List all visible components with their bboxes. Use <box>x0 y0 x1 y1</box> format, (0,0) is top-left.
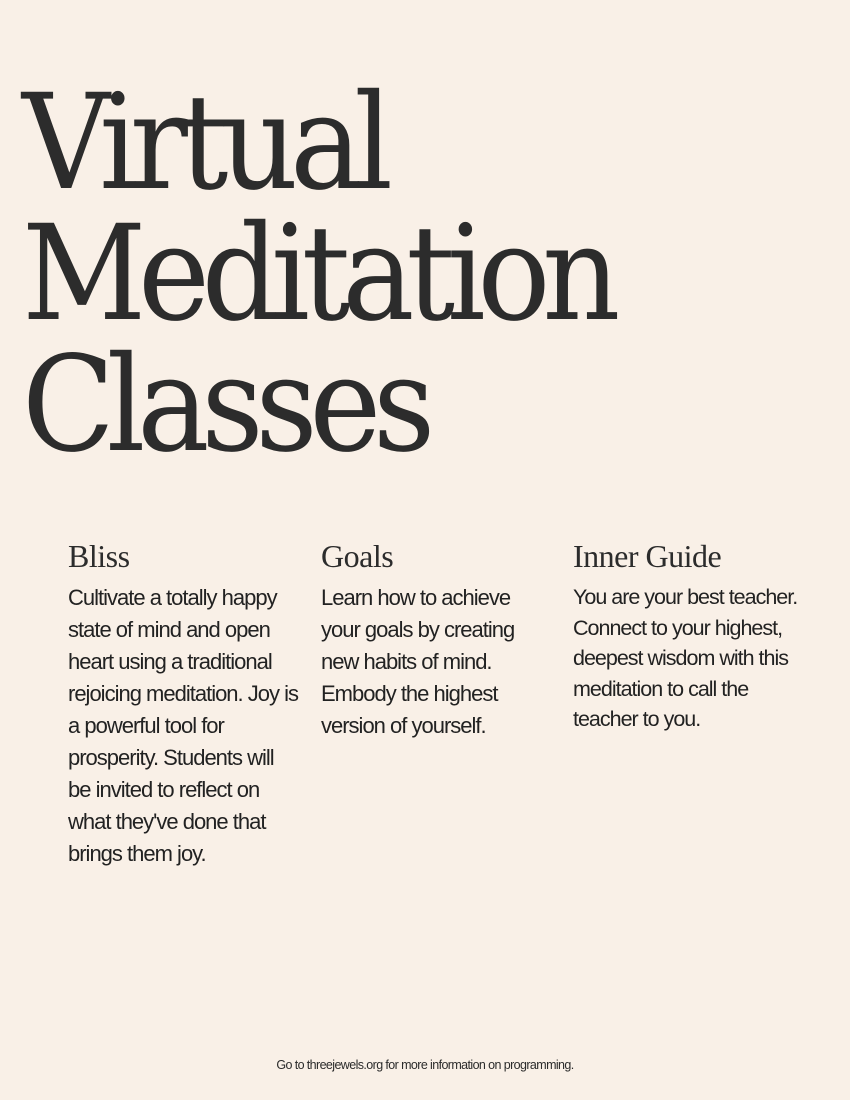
class-description-goals: Learn how to achieve your goals by creating new habits of mind. Embody the highest version of yourself. <box>321 585 515 738</box>
footer-note: Go to threejewels.org for more information on programming. <box>276 1058 574 1072</box>
class-heading-inner-guide: Inner Guide <box>573 538 722 574</box>
class-bliss <box>68 536 298 870</box>
class-description-inner-guide: You are your best teacher. Connect to your highest, deepest wisdom with this meditation to call the teacher to you. <box>573 585 798 731</box>
title-line-meditation: Meditation <box>22 197 613 351</box>
class-heading-goals: Goals <box>321 538 394 574</box>
title-line-virtual: Virtual <box>22 66 385 220</box>
class-description-bliss: Cultivate a totally happy state of mind and open heart using a traditional rejoicing meditation. Joy is a powerful tool for prosperity. Students will be invited to reflect on what they've done that brings them joy. <box>68 585 299 866</box>
title-line-classes: Classes <box>22 328 428 482</box>
page-title <box>22 66 822 482</box>
class-inner-guide <box>573 536 813 735</box>
class-goals <box>321 536 551 742</box>
class-columns <box>68 536 828 956</box>
class-heading-bliss: Bliss <box>68 538 130 574</box>
